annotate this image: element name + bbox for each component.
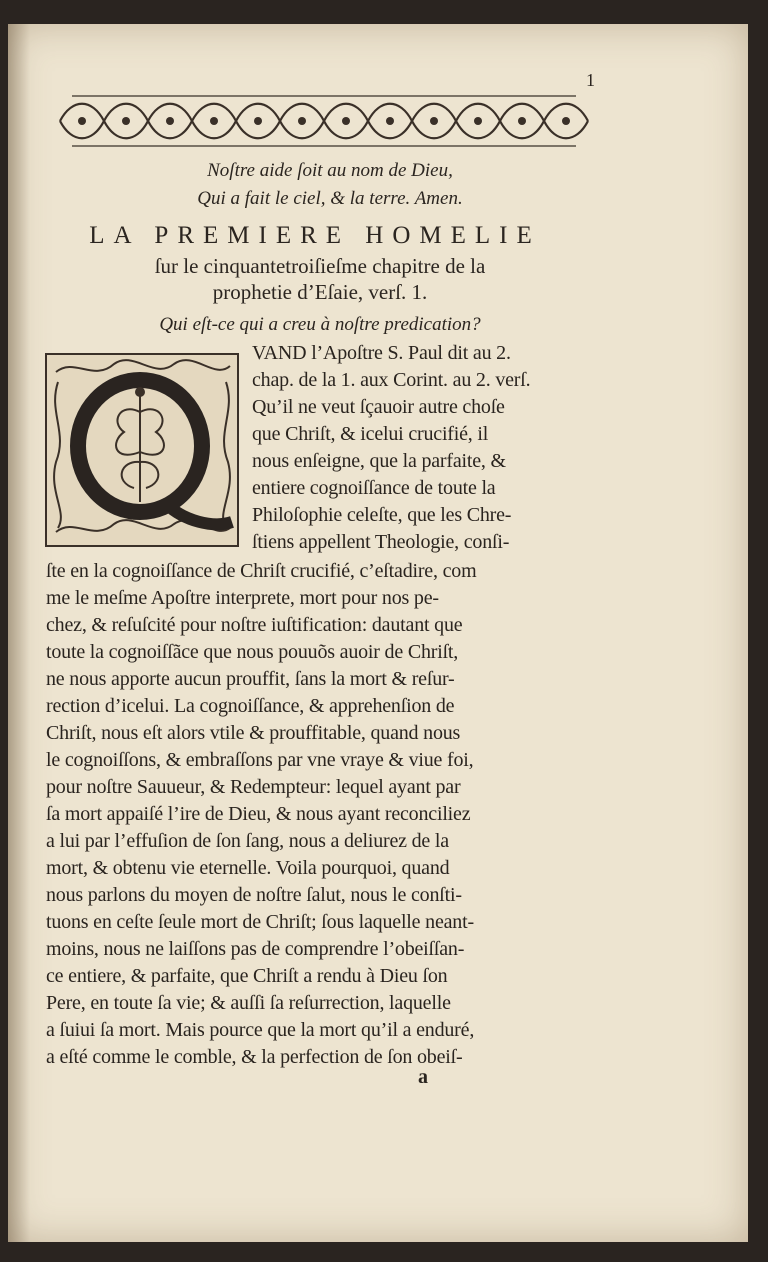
text-line: ce entiere, & parfaite, que Chriſt a rendu à Dieu ſon — [46, 965, 448, 987]
scripture-question: Qui eſt-ce qui a creu à noſtre predication? — [159, 314, 481, 335]
text-line: Philoſophie celeſte, que les Chre- — [252, 504, 512, 526]
text-line: Pere, en toute ſa vie; & auſſi ſa reſurrection, laquelle — [46, 992, 451, 1014]
catchword: a — [418, 1066, 428, 1088]
text-line: ſa mort appaiſé l’ire de Dieu, & nous ayant reconciliez — [46, 803, 471, 825]
text-line: VAND l’Apoſtre S. Paul dit au 2. — [252, 342, 511, 364]
text-line: tuons en ceſte ſeule mort de Chriſt; ſous laquelle neant- — [46, 911, 474, 933]
text-line: que Chriſt, & icelui crucifié, il — [252, 423, 489, 445]
text-line: mort, & obtenu vie eternelle. Voila pourquoi, quand — [46, 857, 450, 879]
text-line: a eſté comme le comble, & la perfection de ſon obeiſ- — [46, 1046, 463, 1068]
text-line: ne nous apporte aucun prouffit, ſans la mort & reſur- — [46, 668, 455, 690]
text-line: a lui par l’effuſion de ſon ſang, nous a deliurez de la — [46, 830, 449, 852]
text-line: entiere cognoiſſance de toute la — [252, 477, 496, 499]
homily-title: LA PREMIERE HOMELIE — [89, 222, 541, 249]
spine-shadow — [8, 24, 30, 1242]
text-line: le cognoiſſons, & embraſſons par vne vraye & viue foi, — [46, 749, 474, 771]
invocation-line-2: Qui a fait le ciel, & la terre. Amen. — [197, 188, 463, 209]
text-line: pour noſtre Sauueur, & Redempteur: lequel ayant par — [46, 776, 461, 798]
invocation-line-1: Noſtre aide ſoit au nom de Dieu, — [207, 160, 453, 181]
text-line: a ſuiui ſa mort. Mais pource que la mort qu’il a enduré, — [46, 1019, 475, 1041]
subtitle-line-2: prophetie d’Eſaie, verſ. 1. — [212, 280, 428, 304]
text-line: toute la cognoiſſãce que nous pouuõs auoir de Chriſt, — [46, 641, 459, 663]
text-line: rection d’icelui. La cognoiſſance, & apprehenſion de — [46, 695, 455, 717]
text-line: nous parlons du moyen de noſtre ſalut, nous le conſti- — [46, 884, 462, 906]
text-line: me le meſme Apoſtre interprete, mort pour nos pe- — [46, 587, 439, 609]
page-number: 1 — [586, 70, 595, 90]
text-line: chap. de la 1. aux Corint. au 2. verſ. — [252, 369, 531, 391]
text-line: ſtiens appellent Theologie, conſi- — [252, 531, 510, 553]
decorated-initial-q — [44, 352, 240, 548]
subtitle-line-1: ſur le cinquantetroiſieſme chapitre de la — [154, 254, 486, 278]
text-line: moins, nous ne laiſſons pas de comprendre l’obeiſſan- — [46, 938, 465, 960]
text-line: ſte en la cognoiſſance de Chriſt crucifié, c’eſtadire, com — [46, 560, 477, 582]
ornamental-headband — [52, 88, 596, 154]
text-line: Chriſt, nous eſt alors vtile & prouffitable, quand nous — [46, 722, 461, 744]
text-line: nous enſeigne, que la parfaite, & — [252, 450, 506, 472]
text-line: Qu’il ne veut ſçauoir autre choſe — [252, 396, 505, 418]
text-line: chez, & reſuſcité pour noſtre iuſtification: dautant que — [46, 614, 463, 636]
